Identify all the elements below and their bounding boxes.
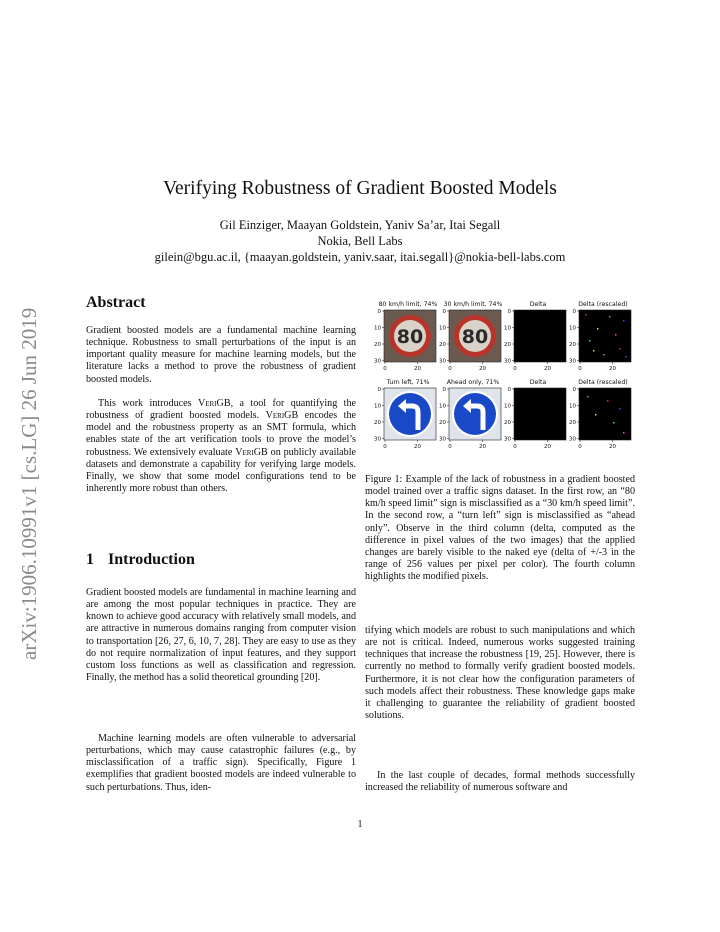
x-tick-label: 20 [609, 366, 616, 372]
y-tick-label: 20 [374, 420, 381, 426]
arxiv-stamp-text: arXiv:1906.10991v1 [cs.LG] 26 Jun 2019 [17, 307, 41, 660]
y-tick-label: 20 [569, 342, 576, 348]
author-names: Gil Einziger, Maayan Goldstein, Yaniv Sa’ar, Itai Segall [219, 218, 501, 232]
y-tick-label: 20 [569, 420, 576, 426]
y-tick-label: 30 [374, 358, 381, 365]
panel-frame [514, 388, 566, 440]
delta-pixel [615, 334, 617, 336]
right-paragraph-2: In the last couple of decades, formal methods successfully increased the reliability of numerous software and [365, 770, 635, 794]
y-tick-label: 10 [504, 325, 511, 332]
y-tick-label: 0 [507, 387, 511, 393]
x-tick-label: 0 [448, 366, 452, 372]
y-tick-label: 0 [442, 309, 446, 315]
delta-pixel [625, 356, 627, 358]
paper-title: Verifying Robustness of Gradient Boosted Models [163, 178, 557, 199]
y-tick-label: 30 [504, 358, 511, 365]
x-tick-label: 20 [609, 444, 616, 450]
x-tick-label: 20 [414, 366, 421, 372]
author-block [0, 217, 720, 265]
intro-paragraph-2: Machine learning models are often vulnerable to adversarial perturbations, which may cause catastrophic failures (e.g., by misclassification of a traffic sign). Specifically, Figure 1 exemplifies that gradient boosted models are indeed vulnerable to such perturbations. Thus, iden- [86, 733, 356, 793]
panel-title: Delta [529, 379, 547, 386]
y-tick-label: 20 [504, 342, 511, 348]
y-tick-label: 30 [569, 358, 576, 365]
turn-sign-face [454, 393, 496, 435]
x-tick-label: 0 [513, 366, 517, 372]
delta-pixel [587, 396, 589, 398]
y-tick-label: 20 [439, 342, 446, 348]
panel-title: Delta (rescaled) [578, 379, 628, 386]
abstract-paragraph-2: This work introduces VeriGB, a tool for quantifying the robustness of gradient boosted models. VeriGB encodes the model and the robustness property as an SMT formula, which enables state of the art verification tools to prove the model’s robustness. We extensively evaluate VeriGB on publicly available datasets and demonstrate a capability for verifying large models. Finally, we show that some model configurations tend to be inherently more robust than others. [86, 398, 356, 495]
y-tick-label: 20 [504, 420, 511, 426]
y-tick-label: 0 [572, 309, 576, 315]
intro-paragraph-1: Gradient boosted models are fundamental in machine learning and are among the most popular techniques in practice. They are known to achieve good accuracy with relatively small models, and are attractive in numerous domains ranging from computer vision to transportation [26, 27, 6, 10, 7, 28]. They are easy to use as they do not require normalization of input features, and they support custom loss functions as well as classification and regression. Finally, the method has a solid theoretical grounding [20]. [86, 587, 356, 684]
y-tick-label: 0 [572, 387, 576, 393]
author-affiliation: Nokia, Bell Labs [317, 234, 403, 248]
y-tick-label: 30 [569, 436, 576, 443]
x-tick-label: 0 [513, 444, 517, 450]
panel-title: Ahead only, 71% [446, 379, 500, 386]
figure-1 [360, 296, 635, 456]
panel-title: 30 km/h limit, 74% [443, 301, 503, 308]
tool-name: VeriGB [235, 446, 268, 458]
delta-pixel [607, 400, 609, 402]
y-tick-label: 10 [569, 325, 576, 332]
y-tick-label: 30 [439, 436, 446, 443]
y-tick-label: 10 [569, 403, 576, 410]
x-tick-label: 20 [544, 366, 551, 372]
delta-pixel [589, 340, 591, 342]
x-tick-label: 0 [578, 444, 582, 450]
y-tick-label: 10 [374, 325, 381, 332]
figure-caption: Figure 1: Example of the lack of robustness in a gradient boosted model trained over a traffic signs dataset. In the first row, an “80 km/h speed limit” sign is misclassified as a “30 km/h speed limit”. In the second row, a “turn left” sign is misclassified as “ahead only”. Observe in the third column (delta, computed as the difference in pixel values of the two images) that the applied changes are barely visible to the naked eye (delta of +/-3 in the range of 256 values per pixel per color). The fourth column highlights the modified pixels. [365, 474, 635, 583]
x-tick-label: 0 [578, 366, 582, 372]
y-tick-label: 10 [504, 403, 511, 410]
panel-title: Delta [529, 301, 547, 308]
y-tick-label: 10 [374, 403, 381, 410]
tool-name: VeriGB [265, 410, 299, 422]
y-tick-label: 0 [377, 387, 381, 393]
delta-pixel [623, 432, 625, 434]
panel-title: Turn left, 71% [386, 379, 430, 386]
x-tick-label: 20 [414, 444, 421, 450]
speed-sign-number: 80 [461, 326, 489, 348]
right-paragraph-1: tifying which models are robust to such manipulations and which are not is critical. Indeed, numerous works suggested training techniques that increase the robustness [19, 25]. However, there is currently no method to formally verify gradient boosted models. Furthermore, it is not clear how the configuration parameters of such models affect their robustness. These knowledge gaps make it challenging to guarantee the reliability of gradient boosted solutions. [365, 625, 635, 722]
delta-pixel [593, 350, 595, 352]
y-tick-label: 30 [439, 358, 446, 365]
x-tick-label: 0 [383, 366, 387, 372]
y-tick-label: 30 [374, 436, 381, 443]
author-emails: gilein@bgu.ac.il, {maayan.goldstein, yaniv.saar, itai.segall}@nokia-bell-labs.com [154, 250, 566, 264]
x-tick-label: 20 [479, 444, 486, 450]
page-number: 1 [357, 819, 363, 830]
y-tick-label: 30 [504, 436, 511, 443]
panel-frame [579, 310, 631, 362]
abstract-paragraph-1: Gradient boosted models are a fundamental machine learning technique. Robustness to small perturbations of the input is an important quality measure for machine learning models, but the literature lacks a method to prove the robustness of gradient boosted models. [86, 325, 356, 385]
delta-pixel [613, 422, 615, 424]
speed-sign-number: 80 [396, 326, 424, 348]
panel-frame [514, 310, 566, 362]
arxiv-stamp [4, 250, 48, 670]
x-tick-label: 0 [383, 444, 387, 450]
abstract-heading: Abstract [86, 294, 146, 311]
x-tick-label: 20 [479, 366, 486, 372]
delta-pixel [619, 348, 621, 350]
y-tick-label: 10 [439, 325, 446, 332]
x-tick-label: 20 [544, 444, 551, 450]
y-tick-label: 0 [507, 309, 511, 315]
turn-sign-face [389, 393, 431, 435]
delta-pixel [595, 414, 597, 416]
y-tick-label: 20 [439, 420, 446, 426]
delta-pixel [597, 328, 599, 330]
delta-pixel [585, 314, 587, 316]
panel-title: 80 km/h limit, 74% [378, 301, 438, 308]
y-tick-label: 0 [442, 387, 446, 393]
tool-name: VeriGB [197, 398, 231, 409]
panel-title: Delta (rescaled) [578, 301, 628, 308]
delta-pixel [619, 408, 621, 410]
y-tick-label: 10 [439, 403, 446, 410]
y-tick-label: 0 [377, 309, 381, 315]
x-tick-label: 0 [448, 444, 452, 450]
y-tick-label: 20 [374, 342, 381, 348]
delta-pixel [623, 320, 625, 322]
delta-pixel [603, 354, 605, 356]
delta-pixel [609, 316, 611, 318]
intro-heading: 1 Introduction [86, 551, 195, 568]
